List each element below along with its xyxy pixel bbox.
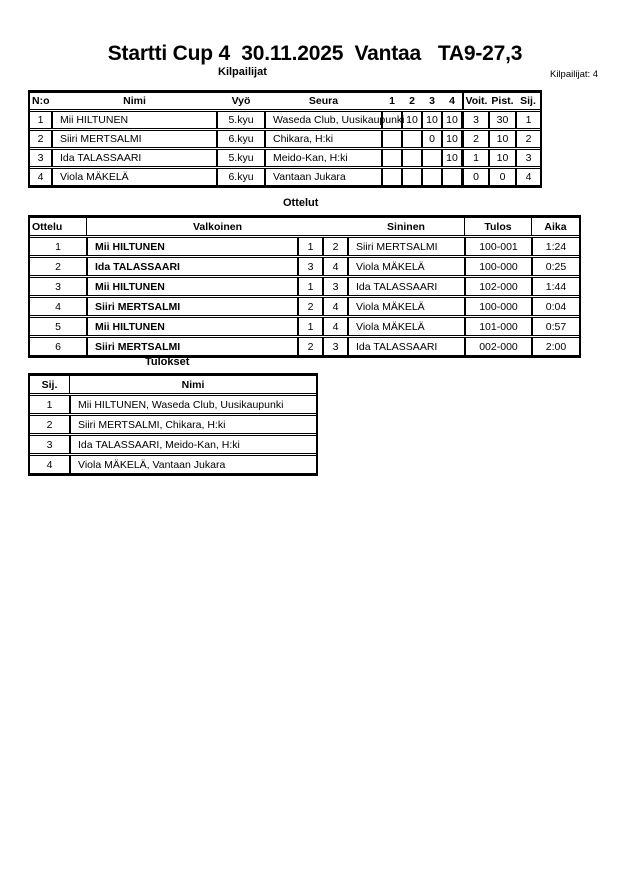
cell-match-no: 3 — [30, 278, 87, 295]
column-header-valkoinen: Valkoinen — [192, 220, 243, 233]
cell-white-no: 2 — [298, 338, 323, 355]
column-header-sininen: Sininen — [348, 218, 465, 235]
cell-sininen: Siiri MERTSALMI — [348, 238, 465, 255]
cell-sininen: Ida TALASSAARI — [348, 278, 465, 295]
standings-table — [28, 373, 318, 476]
cell-valkoinen: Siiri MERTSALMI — [87, 298, 298, 315]
cell-score-1 — [382, 169, 402, 185]
cell-score-1 — [382, 131, 402, 147]
cell-valkoinen: Mii HILTUNEN — [87, 278, 298, 295]
column-header-1: 1 — [389, 95, 395, 107]
cell-aika: 0:57 — [532, 318, 579, 335]
cell-blue-no: 2 — [323, 238, 348, 255]
cell-valkoinen: Ida TALASSAARI — [87, 258, 298, 275]
cell-score-2 — [402, 169, 422, 185]
cell-match-no: 5 — [30, 318, 87, 335]
cell-score-4 — [442, 169, 462, 185]
cell-score-2 — [402, 131, 422, 147]
section-title-tulokset: Tulokset — [145, 356, 190, 368]
competitors-table — [28, 90, 542, 188]
cell-match-no: 6 — [30, 338, 87, 355]
cell-sininen: Viola MÄKELÄ — [348, 258, 465, 275]
cell-sij: 4 — [30, 456, 70, 473]
cell-tulos: 002-000 — [465, 338, 532, 355]
cell-white-no: 1 — [298, 238, 323, 255]
section-title-ottelut: Ottelut — [283, 197, 319, 209]
table-row — [30, 435, 316, 454]
cell-score-2 — [402, 150, 422, 166]
column-header-3: 3 — [429, 95, 435, 107]
cell-aika: 1:24 — [532, 238, 579, 255]
cell-voit: 1 — [462, 150, 489, 166]
competitors-count: Kilpailijat: 4 — [550, 69, 599, 80]
cell-sij: 3 — [516, 150, 540, 166]
cell-white-no: 3 — [298, 258, 323, 275]
cell-sij: 2 — [516, 131, 540, 147]
cell-no: 4 — [30, 169, 52, 185]
table-row — [30, 168, 540, 186]
cell-aika: 0:25 — [532, 258, 579, 275]
cell-nimi: Ida TALASSAARI, Meido-Kan, H:ki — [70, 436, 316, 453]
column-header-nimi: Nimi — [181, 378, 205, 391]
table-row — [30, 130, 540, 148]
column-header-pist: Pist. — [491, 95, 514, 107]
cell-voit: 2 — [462, 131, 489, 147]
table-row — [30, 395, 316, 414]
cell-vyo: 6.kyu — [217, 169, 265, 185]
cell-sij: 1 — [30, 396, 70, 413]
cell-seura: Waseda Club, Uusikaupunki — [265, 112, 382, 128]
column-header-nimi: Nimi — [123, 95, 146, 107]
column-header-tulos: Tulos — [465, 218, 532, 235]
cell-sij: 4 — [516, 169, 540, 185]
cell-voit: 0 — [462, 169, 489, 185]
table-row — [30, 149, 540, 167]
cell-nimi: Mii HILTUNEN — [52, 112, 217, 128]
table-row — [30, 237, 579, 256]
cell-aika: 0:04 — [532, 298, 579, 315]
table-row — [30, 111, 540, 129]
column-header-sij: Sij. — [30, 376, 70, 393]
cell-score-1 — [382, 112, 402, 128]
cell-nimi: Viola MÄKELÄ — [52, 169, 217, 185]
table-row — [30, 317, 579, 336]
cell-no: 1 — [30, 112, 52, 128]
cell-score-3 — [422, 169, 442, 185]
cell-white-no: 2 — [298, 298, 323, 315]
cell-white-no: 1 — [298, 318, 323, 335]
cell-score-3 — [422, 150, 442, 166]
column-header-4: 4 — [449, 95, 455, 107]
section-title-kilpailijat: Kilpailijat — [218, 66, 267, 78]
cell-seura: Vantaan Jukara — [265, 169, 382, 185]
table-row — [30, 297, 579, 316]
cell-tulos: 100-001 — [465, 238, 532, 255]
table-row — [30, 455, 316, 474]
cell-seura: Chikara, H:ki — [265, 131, 382, 147]
table-row — [30, 277, 579, 296]
cell-no: 3 — [30, 150, 52, 166]
cell-aika: 1:44 — [532, 278, 579, 295]
cell-sij: 3 — [30, 436, 70, 453]
cell-aika: 2:00 — [532, 338, 579, 355]
cell-nimi: Siiri MERTSALMI, Chikara, H:ki — [70, 416, 316, 433]
table-header-row — [30, 217, 579, 236]
table-row — [30, 257, 579, 276]
cell-blue-no: 3 — [323, 278, 348, 295]
cell-sij: 1 — [516, 112, 540, 128]
column-header-voit: Voit. — [462, 93, 489, 109]
matches-table — [28, 215, 581, 358]
cell-match-no: 1 — [30, 238, 87, 255]
cell-blue-no: 4 — [323, 258, 348, 275]
page-title: Startti Cup 4 30.11.2025 Vantaa TA9-27,3 — [107, 42, 523, 65]
cell-tulos: 100-000 — [465, 258, 532, 275]
cell-blue-no: 4 — [323, 298, 348, 315]
cell-vyo: 6.kyu — [217, 131, 265, 147]
table-row — [30, 337, 579, 356]
cell-vyo: 5.kyu — [217, 112, 265, 128]
table-header-row — [30, 375, 316, 394]
column-header-sij: Sij. — [520, 95, 536, 107]
cell-nimi: Siiri MERTSALMI — [52, 131, 217, 147]
column-header-ottelu: Ottelu — [30, 218, 87, 235]
cell-nimi: Ida TALASSAARI — [52, 150, 217, 166]
table-row — [30, 415, 316, 434]
cell-score-2: 10 — [402, 112, 422, 128]
cell-valkoinen: Mii HILTUNEN — [87, 318, 298, 335]
cell-blue-no: 4 — [323, 318, 348, 335]
cell-nimi: Mii HILTUNEN, Waseda Club, Uusikaupunki — [70, 396, 316, 413]
table-header-row — [30, 92, 540, 110]
cell-sininen: Viola MÄKELÄ — [348, 298, 465, 315]
cell-voit: 3 — [462, 112, 489, 128]
cell-sij: 2 — [30, 416, 70, 433]
column-header-aika: Aika — [544, 220, 567, 233]
cell-match-no: 4 — [30, 298, 87, 315]
cell-pist: 30 — [489, 112, 516, 128]
cell-score-1 — [382, 150, 402, 166]
cell-sininen: Viola MÄKELÄ — [348, 318, 465, 335]
cell-score-4: 10 — [442, 112, 462, 128]
cell-blue-no: 3 — [323, 338, 348, 355]
cell-sininen: Ida TALASSAARI — [348, 338, 465, 355]
column-header-vyo: Vyö — [231, 95, 251, 107]
cell-tulos: 102-000 — [465, 278, 532, 295]
cell-valkoinen: Mii HILTUNEN — [87, 238, 298, 255]
cell-pist: 0 — [489, 169, 516, 185]
cell-pist: 10 — [489, 131, 516, 147]
cell-score-3: 0 — [422, 131, 442, 147]
cell-vyo: 5.kyu — [217, 150, 265, 166]
cell-seura: Meido-Kan, H:ki — [265, 150, 382, 166]
cell-white-no: 1 — [298, 278, 323, 295]
cell-score-4: 10 — [442, 150, 462, 166]
cell-score-3: 10 — [422, 112, 442, 128]
cell-tulos: 101-000 — [465, 318, 532, 335]
column-header-seura: Seura — [308, 95, 339, 107]
cell-no: 2 — [30, 131, 52, 147]
cell-nimi: Viola MÄKELÄ, Vantaan Jukara — [70, 456, 316, 473]
column-header-no: N:o — [32, 95, 50, 107]
cell-tulos: 100-000 — [465, 298, 532, 315]
cell-pist: 10 — [489, 150, 516, 166]
cell-valkoinen: Siiri MERTSALMI — [87, 338, 298, 355]
column-header-2: 2 — [409, 95, 415, 107]
cell-score-4: 10 — [442, 131, 462, 147]
cell-match-no: 2 — [30, 258, 87, 275]
